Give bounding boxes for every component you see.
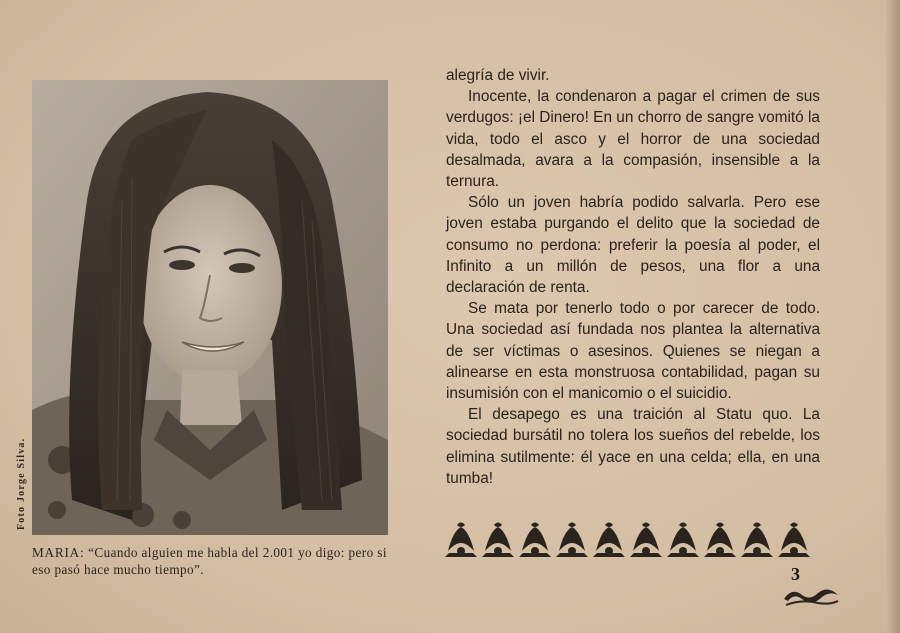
caption-name: MARIA: — [32, 545, 85, 560]
caption-quote: “Cuando alguien me habla del 2.001 yo digo: pero si eso pasó hace mucho tiempo”. — [32, 545, 387, 577]
page-number: 3 — [791, 564, 800, 584]
page-edge — [886, 0, 900, 633]
photo-credit: Foto Jorge Silva. — [16, 437, 27, 530]
decorative-border-ornament — [443, 521, 815, 561]
article-paragraph: Inocente, la condenaron a pagar el crimen de sus verdugos: ¡el Dinero! En un chorro de sangre vomitó la vida, todo el asco y el horror de una sociedad desalmada, avara a la compasión, insensible a la ternura. — [446, 88, 820, 191]
article-paragraph: Sólo un joven habría podido salvarla. Pero ese joven estaba purgando el delito que la sociedad de consumo no perdona: preferir la poesía al poder, el Infinito a un millón de pesos, una flor a una declaración de renta. — [446, 194, 820, 297]
portrait-photo — [32, 80, 388, 535]
photo-caption — [32, 545, 392, 578]
flourish-ornament — [782, 585, 840, 607]
article-text — [446, 65, 820, 489]
article-paragraph: El desapego es una traición al Statu quo. La sociedad bursátil no tolera los sueños del rebelde, los elimina sutilmente: él yace en una celda; ella, en una tumba! — [446, 406, 820, 487]
article-paragraph: Se mata por tenerlo todo o por carecer de todo. Una sociedad así fundada nos plantea la alternativa de ser víctimas o asesinos. Quienes se niegan a alinearse en esta monstruosa contabilidad, pagan su insumisión con el manicomio o el suicidio. — [446, 300, 820, 403]
article-paragraph: alegría de vivir. — [446, 67, 550, 84]
